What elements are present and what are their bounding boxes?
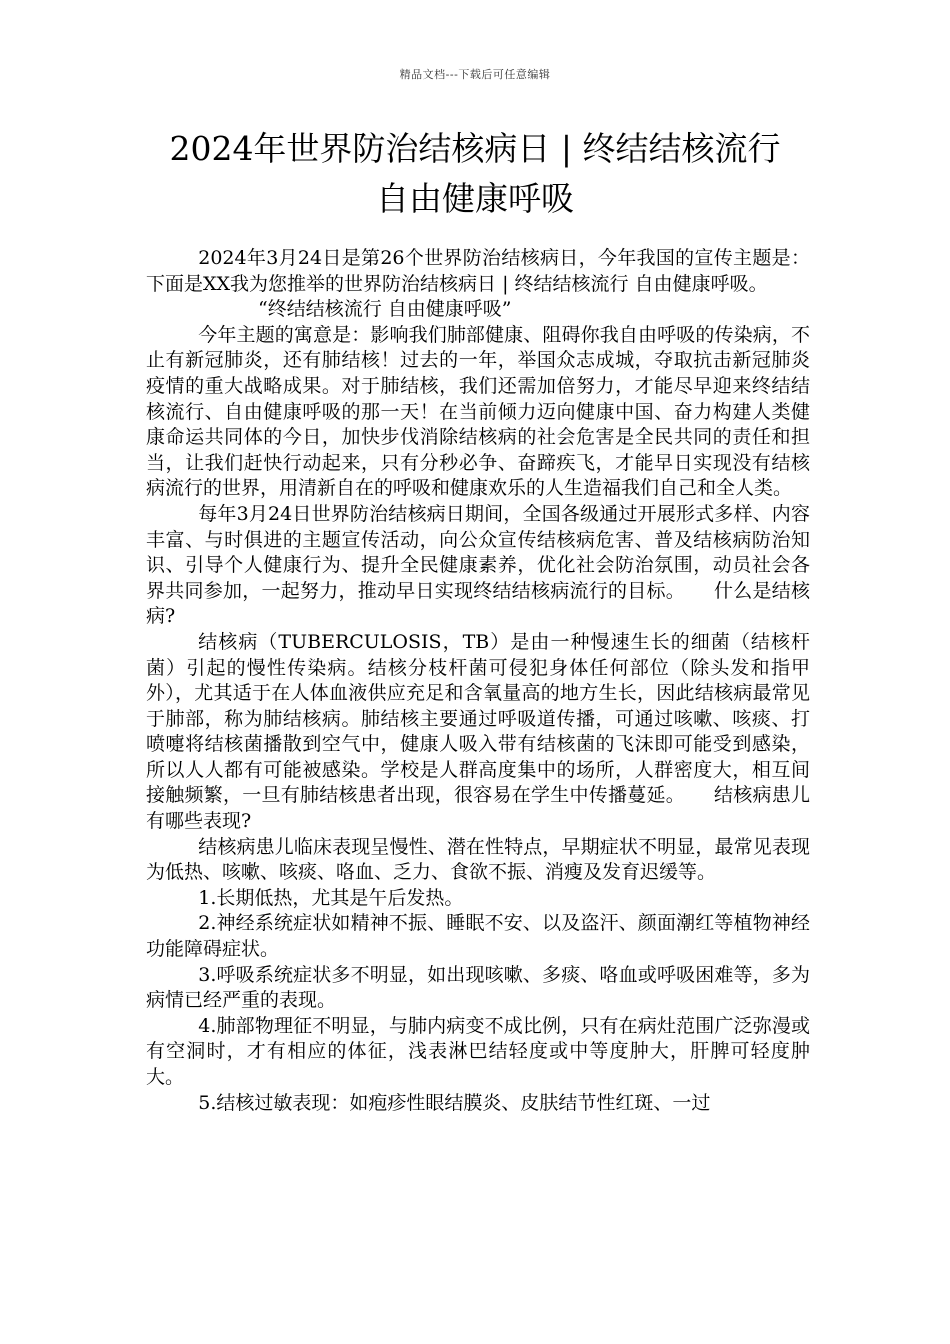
theme-quote: “终结结核流行 自由健康呼吸” — [258, 298, 512, 321]
document-title — [120, 124, 830, 224]
list-item-1: 1.长期低热，尤其是午后发热。 — [198, 886, 464, 909]
paragraph-theme-meaning: 今年主题的寓意是：影响我们肺部健康、阻碍你我自由呼吸的传染病，不止有新冠肺炎，还有肺结核！过去的一年，举国众志成城，夺取抗击新冠肺炎疫情的重大战略成果。对于肺结核，我们还需加倍努力，才能尽早迎来终结结核流行、自由健康呼吸的那一天！在当前倾力迈向健康中国、奋力构建人类健康命运共同体的今日，加快步伐消除结核病的社会危害是全民共同的责任和担当，让我们赶快行动起来，只有分秒必争、奋蹄疾飞，才能早日实现没有结核病流行的世界，用清新自在的呼吸和健康欢乐的人生造福我们自己和全人类。 — [146, 323, 810, 500]
paragraph-symptoms-intro: 结核病患儿临床表现呈慢性、潜在性特点，早期症状不明显，最常见表现为低热、咳嗽、咳痰、咯血、乏力、食欲不振、消瘦及发育迟缓等。 — [146, 835, 810, 884]
list-item-3: 3.呼吸系统症状多不明显，如出现咳嗽、多痰、咯血或呼吸困难等，多为病情已经严重的表现。 — [146, 963, 810, 1012]
paragraph-campaign: 每年3月24日世界防治结核病日期间，全国各级通过开展形式多样、内容丰富、与时俱进的主题宣传活动，向公众宣传结核病危害、普及结核病防治知识、引导个人健康行为、提升全民健康素养，优化社会防治氛围，动员社会各界共同参加，一起努力，推动早日实现终结结核病流行的目标。 什么是结核病? — [146, 502, 810, 628]
list-item-2: 2.神经系统症状如精神不振、睡眠不安、以及盗汗、颜面潮红等植物神经功能障碍症状。 — [146, 912, 810, 961]
list-item-4: 4.肺部物理征不明显，与肺内病变不成比例，只有在病灶范围广泛弥漫或有空洞时，才有相应的体征，浅表淋巴结轻度或中等度肿大，肝脾可轻度肿大。 — [146, 1014, 810, 1088]
paragraph-what-is-tb: 结核病（TUBERCULOSIS，TB）是由一种慢速生长的细菌（结核杆菌）引起的慢性传染病。结核分枝杆菌可侵犯身体任何部位（除头发和指甲外），尤其适于在人体血液供应充足和含氧量高的地方生长，因此结核病最常见于肺部，称为肺结核病。肺结核主要通过呼吸道传播，可通过咳嗽、咳痰、打喷嚏将结核菌播散到空气中，健康人吸入带有结核菌的飞沫即可能受到感染，所以人人都有可能被感染。学校是人群高度集中的场所，人群密度大，相互间接触频繁，一旦有肺结核患者出现，很容易在学生中传播蔓延。 结核病患儿有哪些表现? — [146, 630, 810, 833]
header-note: 精品文档---下载后可任意编辑 — [399, 68, 551, 81]
document-body — [146, 246, 810, 1116]
title-line-1: 2024年世界防治结核病日 | 终结结核流行 — [169, 129, 781, 168]
title-line-2: 自由健康呼吸 — [376, 179, 574, 218]
list-item-5: 5.结核过敏表现：如疱疹性眼结膜炎、皮肤结节性红斑、一过 — [198, 1091, 711, 1114]
paragraph-intro: 2024年3月24日是第26个世界防治结核病日，今年我国的宣传主题是：下面是XX我为您推举的世界防治结核病日 | 终结结核流行 自由健康呼吸。 — [146, 247, 810, 295]
